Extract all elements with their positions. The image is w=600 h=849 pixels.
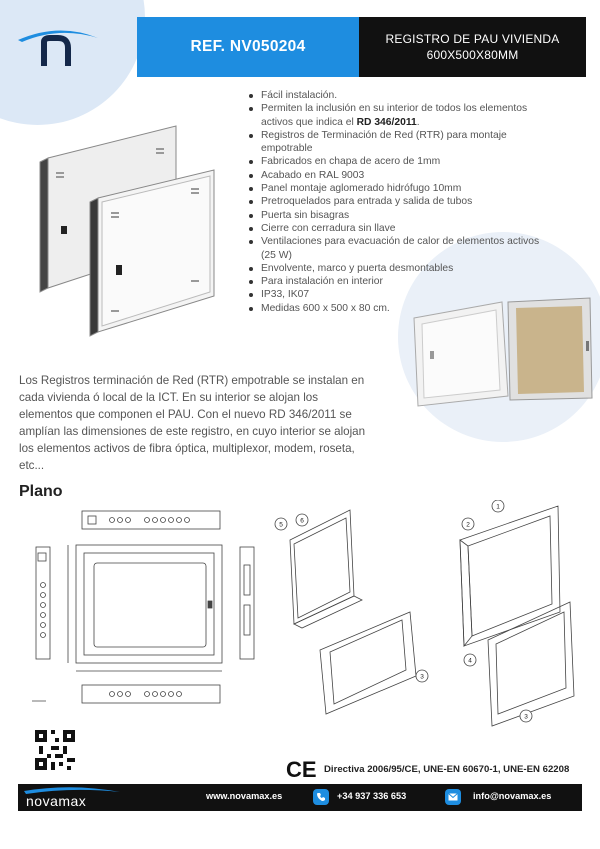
feature-item: IP33, IK07 [246, 288, 546, 301]
feature-item: Acabado en RAL 9003 [246, 169, 546, 182]
feature-item: Registros de Terminación de Red (RTR) para montaje empotrable [246, 129, 546, 156]
callout-6: 6 [300, 517, 304, 525]
product-reference [137, 17, 359, 77]
novamax-logo-icon [14, 22, 104, 72]
certification-text: Directiva 2006/95/CE, UNE-EN 60670-1, UNE-EN 62208 [324, 763, 570, 775]
qr-code-icon[interactable] [35, 730, 75, 770]
feature-item: Cierre con cerradura sin llave [246, 222, 546, 235]
feature-item: Ventilaciones para evacuación de calor de elementos activos (25 W) [246, 235, 546, 262]
certification [286, 758, 569, 780]
callout-4: 4 [468, 657, 472, 665]
footer-phone[interactable]: +34 937 336 653 [337, 791, 407, 801]
callout-2: 2 [466, 521, 470, 529]
feature-list [246, 89, 546, 315]
feature-item: Para instalación en interior [246, 275, 546, 288]
ce-mark-icon [286, 758, 318, 780]
product-title-line1: REGISTRO DE PAU VIVIENDA [385, 32, 560, 46]
product-description: Los Registros terminación de Red (RTR) empotrable se instalan en cada vivienda ó local de la ICT. En su interior se alojan los elementos que componen el PAU. Con el nuevo RD 346/2011 se amplían las dimensiones de este registro, en cuyo interior se alojan los elementos activos de fibra óptica, multiplexor, modem, roseta, etc... [19, 374, 366, 472]
feature-item: Medidas 600 x 500 x 80 cm. [246, 302, 546, 315]
feature-item: Envolvente, marco y puerta desmontables [246, 262, 546, 275]
product-reference-text: REF. NV050204 [190, 38, 306, 55]
footer-logo [22, 786, 122, 809]
technical-drawing-exploded [270, 500, 580, 730]
callout-5: 5 [279, 521, 283, 529]
feature-item: Puerta sin bisagras [246, 209, 546, 222]
feature-item: Pretroquelados para entrada y salida de tubos [246, 195, 546, 208]
feature-item: Fácil instalación. [246, 89, 546, 102]
phone-icon [313, 789, 329, 805]
svg-text:CE: CE [286, 758, 317, 780]
product-title [359, 17, 586, 77]
feature-item: Fabricados en chapa de acero de 1mm [246, 155, 546, 168]
plano-heading: Plano [19, 483, 63, 500]
callout-3b: 3 [524, 713, 528, 721]
footer-website-link[interactable]: www.novamax.es [206, 791, 283, 801]
regulation-reference: RD 346/2011 [356, 116, 417, 128]
feature-item: Permiten la inclusión en su interior de todos los elementos activos que indica el RD 346/2011. [246, 102, 546, 129]
product-title-line2: 600X500X80MM [426, 48, 519, 62]
callout-3a: 3 [420, 673, 424, 681]
email-icon [445, 789, 461, 805]
technical-drawing-orthographic [32, 505, 272, 713]
product-photo-boxes [36, 120, 226, 338]
feature-item: Panel montaje aglomerado hidrófugo 10mm [246, 182, 546, 195]
footer-email-link[interactable]: info@novamax.es [473, 791, 552, 801]
callout-1: 1 [496, 503, 500, 511]
footer-brand: novamax [26, 793, 87, 809]
product-photo-open [410, 296, 596, 408]
